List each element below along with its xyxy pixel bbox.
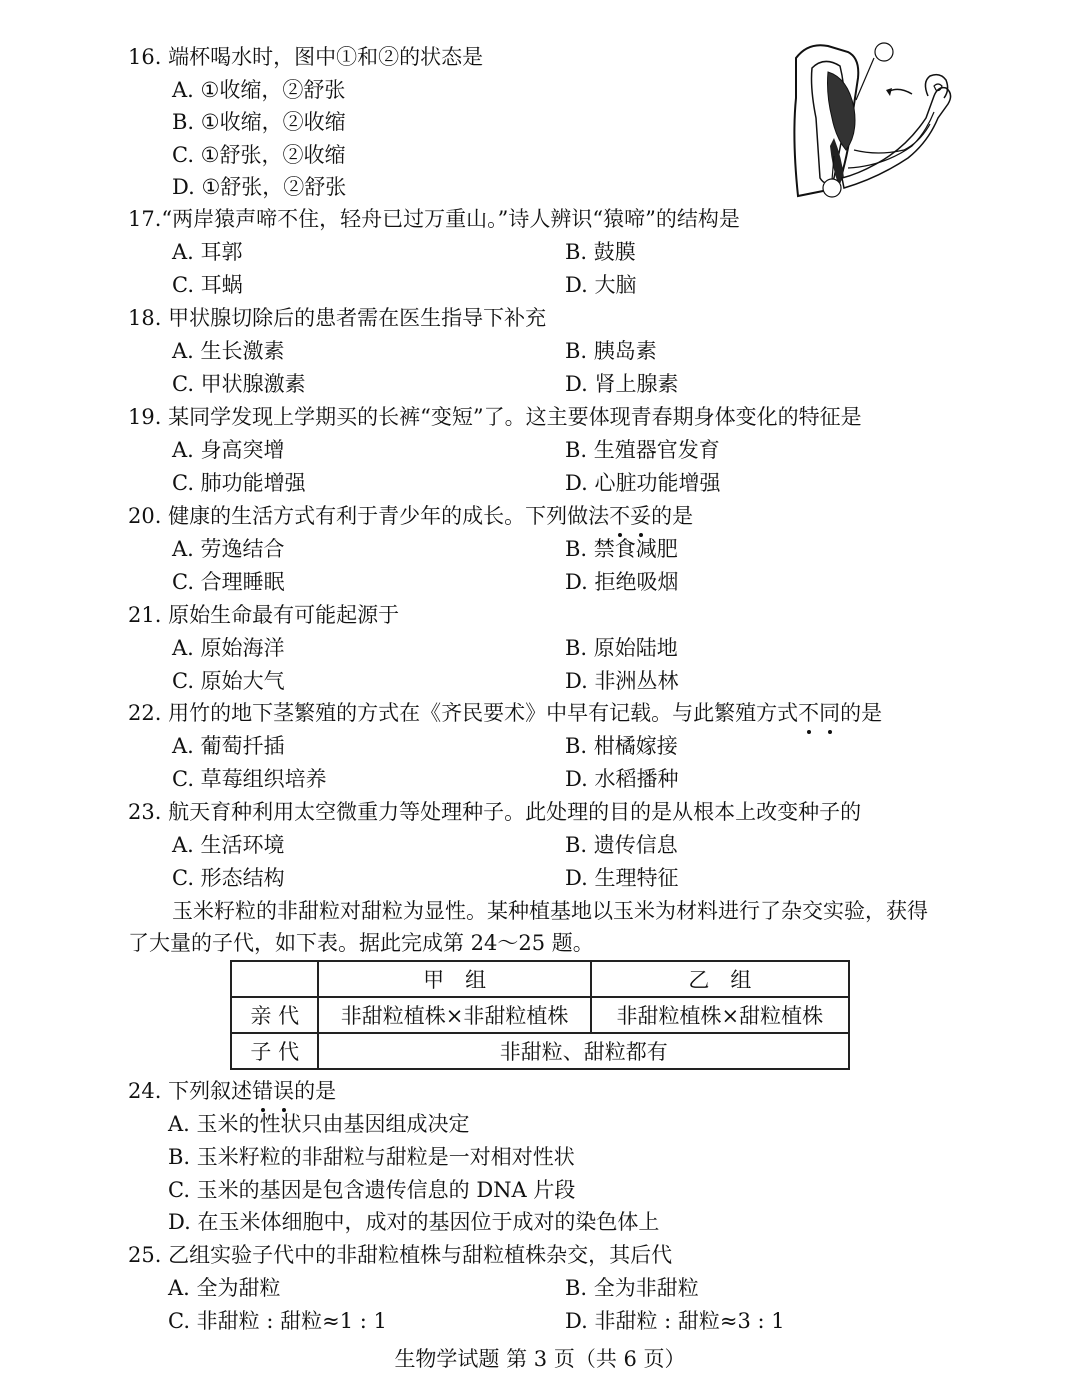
emphasis-char: 不 xyxy=(798,698,819,728)
question-stem: “两岸猿声啼不住，轻舟已过万重山。”诗人辨识“猿啼”的结构是 xyxy=(161,207,740,231)
emphasis-char: 误 xyxy=(273,1076,294,1106)
question-number: 21. xyxy=(128,603,162,627)
question-number: 20. xyxy=(128,504,162,528)
option-d: D. 非洲丛林 xyxy=(565,669,679,693)
emphasis-char: 妥 xyxy=(630,501,651,531)
option-c: C. 合理睡眠 xyxy=(172,570,285,594)
question-stem: 下列叙述 xyxy=(168,1079,253,1103)
question-19 xyxy=(128,402,862,432)
option-a: A. ①收缩，②舒张 xyxy=(172,78,346,102)
option-c: C. 形态结构 xyxy=(172,866,285,890)
question-23 xyxy=(128,797,861,827)
option-a: A. 玉米的性状只由基因组成决定 xyxy=(168,1112,470,1136)
intro-line-1: 玉米籽粒的非甜粒对甜粒为显性。某种植基地以玉米为材料进行了杂交实验，获得 xyxy=(172,899,928,923)
question-stem: 航天育种利用太空微重力等处理种子。此处理的目的是从根本上改变种子的 xyxy=(168,800,862,824)
option-a: A. 身高突增 xyxy=(172,438,285,462)
option-d: D. 生理特征 xyxy=(565,866,679,890)
option-b: B. 玉米籽粒的非甜粒与甜粒是一对相对性状 xyxy=(168,1145,575,1169)
option-b: B. 原始陆地 xyxy=(565,636,678,660)
emphasis-char: 不 xyxy=(609,501,630,531)
question-25 xyxy=(128,1240,672,1270)
question-stem-end: 的是 xyxy=(294,1079,337,1103)
question-stem: 健康的生活方式有利于青少年的成长。下列做法 xyxy=(168,504,610,528)
table-header-group-a: 甲 组 xyxy=(318,961,590,997)
question-20 xyxy=(128,501,693,531)
question-stem: 端杯喝水时，图中①和②的状态是 xyxy=(168,45,484,69)
question-number: 18. xyxy=(128,306,162,330)
option-d: D. 肾上腺素 xyxy=(565,372,679,396)
option-c: C. 草莓组织培养 xyxy=(172,767,327,791)
option-b: B. 生殖器官发育 xyxy=(565,438,720,462)
option-a: A. 全为甜粒 xyxy=(168,1276,281,1300)
table-corner xyxy=(231,961,318,997)
option-c: C. 原始大气 xyxy=(172,669,285,693)
option-b: B. 柑橘嫁接 xyxy=(565,734,678,758)
option-a: A. 劳逸结合 xyxy=(172,537,285,561)
option-d: D. 大脑 xyxy=(565,273,637,297)
question-number: 24. xyxy=(128,1079,162,1103)
option-a: A. 生活环境 xyxy=(172,833,285,857)
question-24 xyxy=(128,1076,336,1106)
intro-line-2: 了大量的子代，如下表。据此完成第 24～25 题。 xyxy=(128,931,594,955)
question-number: 19. xyxy=(128,405,162,429)
question-stem: 用竹的地下茎繁殖的方式在《齐民要术》中早有记载。与此繁殖方式 xyxy=(168,701,799,725)
option-d: D. 非甜粒 : 甜粒≈3 : 1 xyxy=(565,1309,785,1333)
emphasis-char: 错 xyxy=(252,1076,273,1106)
question-stem: 原始生命最有可能起源于 xyxy=(168,603,400,627)
table-cell-parent-a: 非甜粒植株×非甜粒植株 xyxy=(318,997,590,1033)
option-b: B. 胰岛素 xyxy=(565,339,657,363)
option-c: C. 玉米的基因是包含遗传信息的 DNA 片段 xyxy=(168,1178,576,1202)
question-stem: 某同学发现上学期买的长裤“变短”了。这主要体现青春期身体变化的特征是 xyxy=(168,405,862,429)
table-row-label-offspring: 子 代 xyxy=(231,1033,318,1069)
option-c: C. 耳蜗 xyxy=(172,273,243,297)
option-c: C. 甲状腺激素 xyxy=(172,372,306,396)
option-d: D. ①舒张，②舒张 xyxy=(172,175,347,199)
option-b: B. ①收缩，②收缩 xyxy=(172,110,346,134)
option-a: A. 葡萄扦插 xyxy=(172,734,285,758)
emphasis-char: 同 xyxy=(819,698,840,728)
table-cell-offspring: 非甜粒、甜粒都有 xyxy=(318,1033,849,1069)
question-stem: 乙组实验子代中的非甜粒植株与甜粒植株杂交，其后代 xyxy=(168,1243,673,1267)
table-header-group-b: 乙 组 xyxy=(591,961,849,997)
question-number: 17. xyxy=(128,207,162,231)
question-number: 16. xyxy=(128,45,162,69)
question-stem-end: 的是 xyxy=(651,504,694,528)
option-d: D. 水稻播种 xyxy=(565,767,679,791)
option-a: A. 耳郭 xyxy=(172,240,243,264)
question-16 xyxy=(128,42,483,72)
option-b: B. 鼓膜 xyxy=(565,240,636,264)
option-d: D. 心脏功能增强 xyxy=(565,471,721,495)
option-d: D. 在玉米体细胞中，成对的基因位于成对的染色体上 xyxy=(168,1210,660,1234)
option-d: D. 拒绝吸烟 xyxy=(565,570,679,594)
arm-muscle-figure xyxy=(788,38,960,204)
question-stem-end: 的是 xyxy=(840,701,883,725)
option-b: B. 全为非甜粒 xyxy=(565,1276,699,1300)
question-22 xyxy=(128,698,882,728)
option-b: B. 遗传信息 xyxy=(565,833,678,857)
question-17 xyxy=(128,204,740,234)
option-c: C. 非甜粒 : 甜粒≈1 : 1 xyxy=(168,1309,387,1333)
table-row-label-parent: 亲 代 xyxy=(231,997,318,1033)
option-c: C. ①舒张，②收缩 xyxy=(172,143,346,167)
question-number: 25. xyxy=(128,1243,162,1267)
cross-experiment-table xyxy=(230,960,850,1070)
page-footer: 生物学试题 第 3 页（共 6 页） xyxy=(394,1347,686,1371)
question-number: 23. xyxy=(128,800,162,824)
question-stem: 甲状腺切除后的患者需在医生指导下补充 xyxy=(168,306,547,330)
option-a: A. 生长激素 xyxy=(172,339,285,363)
option-a: A. 原始海洋 xyxy=(172,636,285,660)
table-cell-parent-b: 非甜粒植株×甜粒植株 xyxy=(591,997,849,1033)
option-c: C. 肺功能增强 xyxy=(172,471,306,495)
question-18 xyxy=(128,303,546,333)
option-b: B. 禁食减肥 xyxy=(565,537,678,561)
question-21 xyxy=(128,600,399,630)
question-number: 22. xyxy=(128,701,162,725)
